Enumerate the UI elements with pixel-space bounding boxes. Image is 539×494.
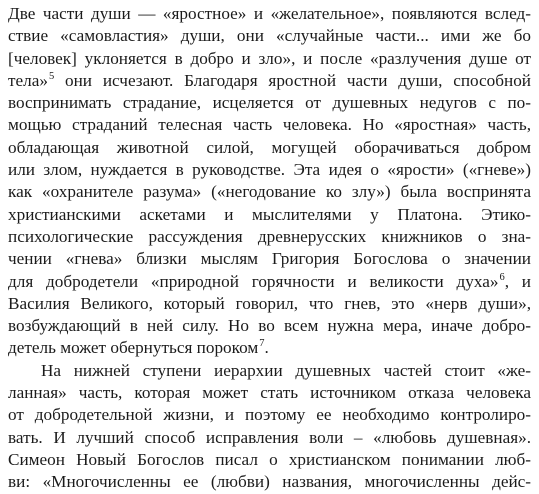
footnote-marker: 5 — [48, 70, 55, 82]
text-line — [8, 226, 531, 248]
text-line — [8, 315, 531, 337]
text-run: На нижней ступени иерархии душевных частей стоит «же- — [41, 360, 531, 380]
text-line — [8, 137, 531, 159]
text-run: Василия Великого, который говорил, что гнев, это «нерв души», — [8, 293, 531, 313]
text-run: обладающая животной силой, могущей оборачиваться добром — [8, 137, 531, 157]
text-line — [8, 114, 531, 136]
paragraph — [8, 3, 531, 360]
text-line — [8, 48, 531, 70]
text-line — [8, 271, 531, 293]
text-run: они исчезают. Благодаря яростной части души, способной — [54, 70, 531, 90]
text-run: чении «гнева» близки мыслям Григория Богослова о значении — [8, 249, 531, 269]
text-line — [8, 92, 531, 114]
text-run: возбуждающий в ней силу. Но во всем нужна мера, иначе добро- — [8, 316, 531, 336]
document-page — [8, 3, 531, 494]
text-run: воспринимать страдание, исцеляется от душевных недугов с по- — [8, 93, 531, 113]
paragraph — [8, 360, 531, 494]
text-line — [8, 204, 531, 226]
text-run: как «охранителе разума» («негодование ко злу») была воспринята — [8, 182, 531, 202]
text-run: вать. И лучший способ исправления воли – «любовь душевная». — [8, 427, 531, 447]
text-run: Две части души — «яростное» и «желательное», появляются вслед- — [8, 4, 531, 23]
text-run: ви: «Многочисленны ее (любви) названия, многочисленны дейс- — [8, 472, 531, 492]
text-line — [8, 404, 531, 426]
text-run: тела» — [8, 70, 48, 90]
text-line — [8, 449, 531, 471]
text-run: психологические рассуждения древнерусских книжников о зна- — [8, 226, 531, 246]
text-run: детель может обернуться пороком — [8, 338, 259, 358]
text-run: . — [264, 338, 269, 358]
text-run: от добродетельной жизни, и поэтому ее необходимо контролиро- — [8, 405, 531, 425]
text-line — [8, 337, 531, 359]
text-line — [8, 3, 531, 25]
text-line — [8, 70, 531, 92]
text-line — [8, 159, 531, 181]
footnote-marker: 6 — [499, 271, 505, 283]
text-run: для добродетели «природной горячности и великости духа» — [8, 271, 499, 291]
text-line — [8, 248, 531, 270]
text-run: , и — [504, 271, 531, 291]
text-run: ствие «самовластия» души, они «случайные части... ими же бо — [8, 26, 531, 46]
text-line — [8, 471, 531, 493]
text-line — [8, 427, 531, 449]
footnote-marker: 7 — [259, 338, 265, 350]
text-line — [8, 360, 531, 382]
text-line — [8, 181, 531, 203]
text-run: христианскими аскетами и мыслителями у Платона. Этико- — [8, 204, 531, 224]
text-line — [8, 382, 531, 404]
text-run: Симеон Новый Богослов писал о христианском понимании люб- — [8, 449, 531, 469]
text-run: ланная» часть, которая может стать источником отказа человека — [8, 383, 531, 403]
text-line — [8, 293, 531, 315]
text-line — [8, 25, 531, 47]
text-run: мощью страданий телесная часть человека. Но «яростная» часть, — [8, 115, 531, 135]
text-run: [человек] уклоняется в добро и зло», и после «разлучения душе от — [8, 48, 531, 68]
text-run: или злом, нуждается в руководстве. Эта идея о «ярости» («гневе») — [8, 160, 531, 180]
